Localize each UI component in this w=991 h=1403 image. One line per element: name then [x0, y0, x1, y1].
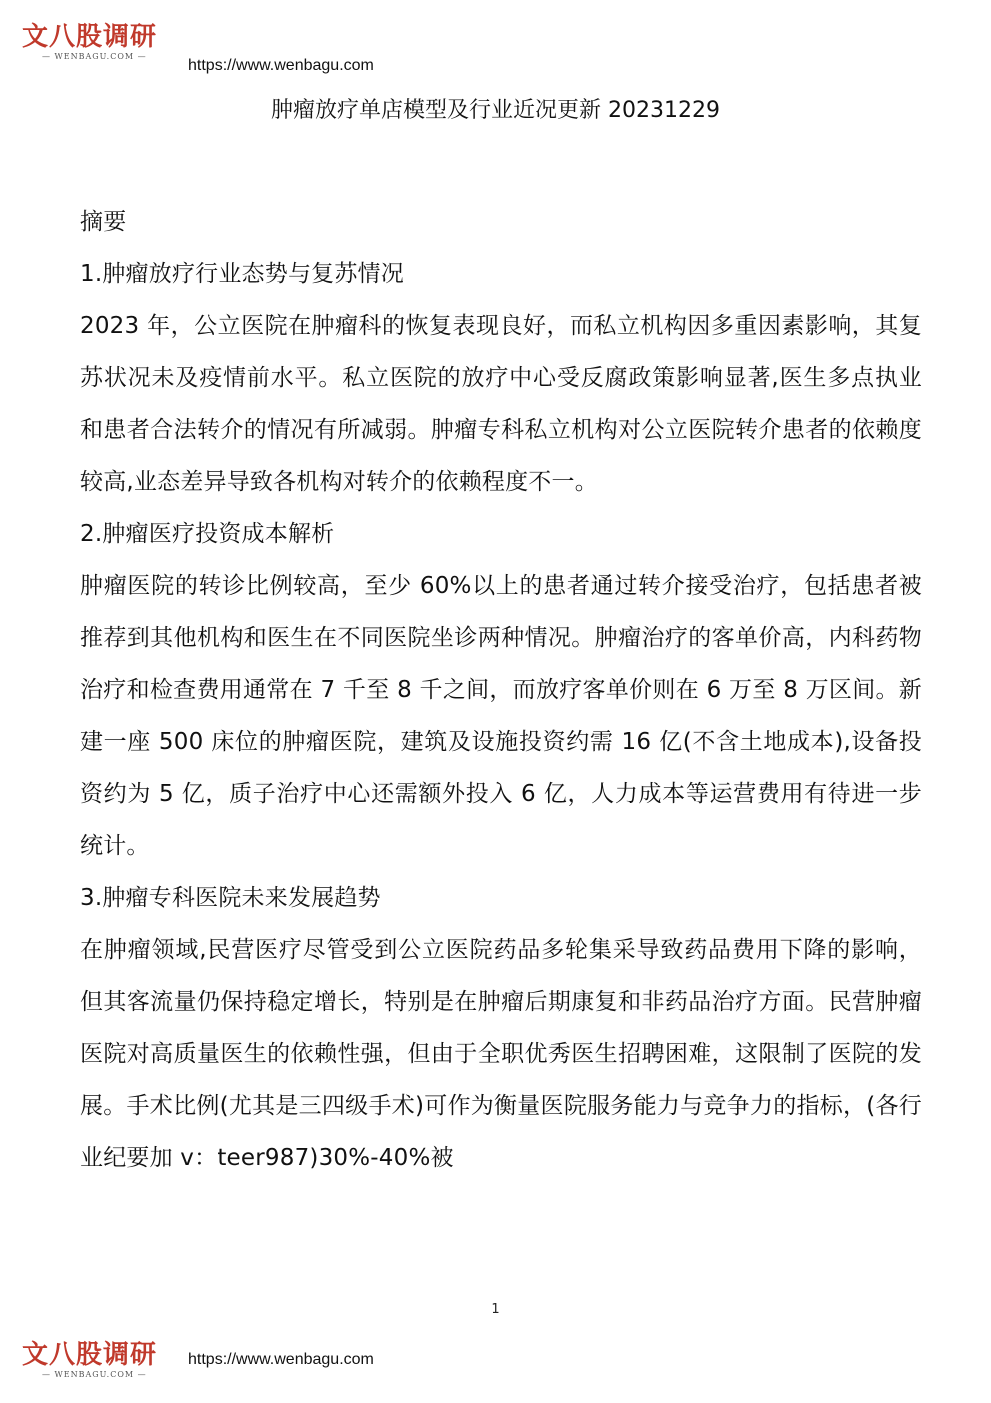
summary-heading: 摘要: [80, 209, 127, 235]
footer-url-link[interactable]: https://www.wenbagu.com: [188, 1351, 374, 1368]
footer-logo-subtext: — WENBAGU.COM —: [42, 1370, 147, 1379]
section-heading-1: 1.肿瘤放疗行业态势与复苏情况: [80, 261, 404, 287]
header-logo-subtext: — WENBAGU.COM —: [42, 52, 147, 61]
section-paragraph-1: 2023 年，公立医院在肿瘤科的恢复表现良好，而私立机构因多重因素影响，其复苏状况未及疫情前水平。私立医院的放疗中心受反腐政策影响显著,医生多点执业和患者合法转介的情况有所减弱。肿瘤专科私立机构对公立医院转介患者的依赖度较高,业态差异导致各机构对转介的依赖程度不一。: [80, 313, 922, 495]
footer-logo: [22, 1340, 182, 1379]
section-heading-3: 3.肿瘤专科医院未来发展趋势: [80, 885, 381, 911]
section-heading-2: 2.肿瘤医疗投资成本解析: [80, 521, 335, 547]
header-url-link[interactable]: https://www.wenbagu.com: [188, 57, 374, 74]
header-logo: [22, 22, 182, 61]
document-body: [80, 196, 922, 1184]
header-logo-text: 文八股调研: [22, 22, 158, 52]
section-paragraph-2: 肿瘤医院的转诊比例较高，至少 60%以上的患者通过转介接受治疗，包括患者被推荐到其他机构和医生在不同医院坐诊两种情况。肿瘤治疗的客单价高，内科药物治疗和检查费用通常在 7 千至 8 千之间，而放疗客单价则在 6 万至 8 万区间。新建一座 500 床位的肿瘤医院，建筑及设施投资约需 16 亿(不含土地成本),设备投资约为 5 亿，质子治疗中心还需额外投入 6 亿，人力成本等运营费用有待进一步统计。: [80, 573, 922, 859]
footer-logo-text: 文八股调研: [22, 1340, 158, 1370]
section-paragraph-3: 在肿瘤领域,民营医疗尽管受到公立医院药品多轮集采导致药品费用下降的影响，但其客流量仍保持稳定增长，特别是在肿瘤后期康复和非药品治疗方面。民营肿瘤医院对高质量医生的依赖性强，但由于全职优秀医生招聘困难，这限制了医院的发展。手术比例(尤其是三四级手术)可作为衡量医院服务能力与竞争力的指标，(各行业纪要加 v：teer987)30%-40%被: [80, 937, 922, 1171]
page-number: 1: [491, 1302, 500, 1317]
document-title: 肿瘤放疗单店模型及行业近况更新 20231229: [271, 98, 720, 123]
